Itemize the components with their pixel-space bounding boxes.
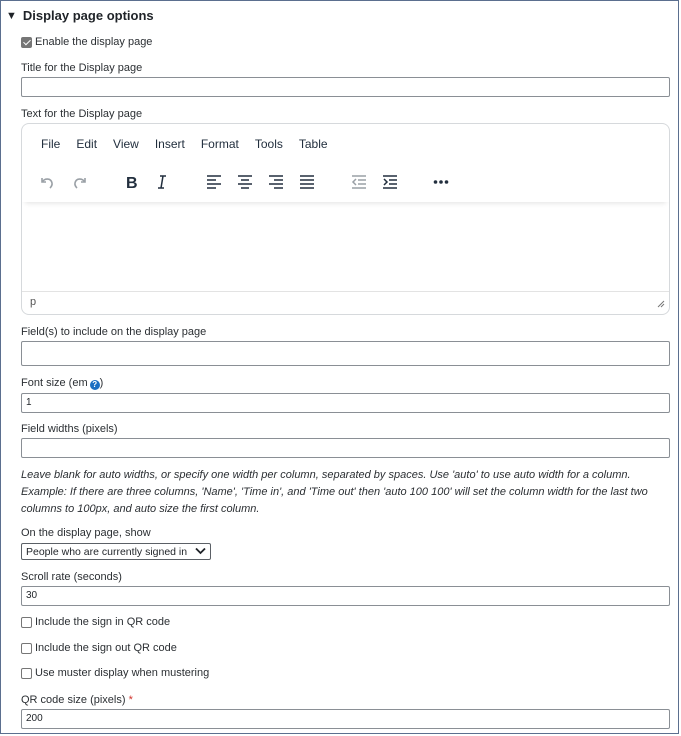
- help-icon[interactable]: ?: [90, 380, 100, 390]
- menu-tools[interactable]: Tools: [254, 137, 283, 151]
- show-select[interactable]: [21, 543, 211, 560]
- menu-format[interactable]: Format: [200, 137, 239, 151]
- triangle-down-icon: ▼: [6, 9, 17, 22]
- editor-statusbar: [22, 291, 669, 314]
- menu-edit[interactable]: Edit: [76, 137, 98, 151]
- scroll-rate-label: Scroll rate (seconds): [21, 571, 122, 583]
- font-size-label-text: Font size (em: [21, 377, 88, 389]
- svg-text:B: B: [126, 175, 138, 191]
- redo-icon[interactable]: [68, 170, 92, 194]
- enable-display-label: Enable the display page: [35, 36, 153, 48]
- title-label: Title for the Display page: [21, 62, 143, 74]
- required-marker: *: [128, 694, 133, 706]
- menu-view[interactable]: View: [113, 137, 139, 151]
- outdent-icon[interactable]: [347, 170, 371, 194]
- align-left-icon[interactable]: [202, 170, 226, 194]
- bold-icon[interactable]: [119, 170, 143, 194]
- section-toggle[interactable]: [6, 8, 154, 23]
- font-size-label-close: ): [99, 377, 104, 389]
- qr-size-label-text: QR code size (pixels): [21, 694, 126, 706]
- qr-size-label: [21, 694, 133, 706]
- title-input[interactable]: [21, 77, 670, 97]
- muster-label: Use muster display when mustering: [35, 667, 210, 679]
- menu-table[interactable]: Table: [298, 137, 328, 151]
- field-widths-label: Field widths (pixels): [21, 423, 118, 435]
- resize-handle-icon[interactable]: [656, 299, 665, 311]
- qr-sign-out-checkbox[interactable]: [21, 643, 32, 654]
- rich-text-editor: [21, 123, 670, 315]
- fields-include-label: Field(s) to include on the display page: [21, 326, 207, 338]
- menu-insert[interactable]: Insert: [154, 137, 185, 151]
- undo-icon[interactable]: [35, 170, 59, 194]
- qr-sign-in-checkbox[interactable]: [21, 617, 32, 628]
- font-size-input[interactable]: 1: [21, 393, 670, 413]
- more-options-icon[interactable]: [429, 170, 453, 194]
- justify-icon[interactable]: [295, 170, 319, 194]
- muster-checkbox[interactable]: [21, 668, 32, 679]
- qr-size-input[interactable]: 200: [21, 709, 670, 729]
- enable-display-row[interactable]: [21, 36, 152, 48]
- qr-sign-out-label: Include the sign out QR code: [35, 642, 177, 654]
- text-label: Text for the Display page: [21, 108, 143, 120]
- scroll-rate-input[interactable]: 30: [21, 586, 670, 606]
- element-path[interactable]: p: [30, 296, 37, 308]
- enable-display-checkbox[interactable]: [21, 37, 32, 48]
- show-selected-value: People who are currently signed in: [26, 545, 188, 558]
- chevron-down-icon: [195, 546, 206, 558]
- editor-menubar: [41, 137, 344, 151]
- qr-sign-out-row[interactable]: [21, 642, 177, 654]
- field-widths-input[interactable]: [21, 438, 670, 458]
- font-size-label: [21, 377, 103, 390]
- italic-icon[interactable]: [150, 170, 174, 194]
- qr-sign-in-label: Include the sign in QR code: [35, 616, 171, 628]
- editor-content-area[interactable]: [22, 204, 669, 292]
- menu-file[interactable]: File: [41, 137, 61, 151]
- qr-sign-in-row[interactable]: [21, 616, 170, 628]
- show-label: On the display page, show: [21, 527, 151, 539]
- field-widths-help-text: Leave blank for auto widths, or specify one width per column, separated by spaces. Use 'auto' to use auto width for a column. Example: If there are three columns, 'Name', 'Time in', and 'Time out' then 'auto 100 100' will set the column width for the last two columns to 100px, and auto size the first column.: [21, 469, 648, 515]
- align-right-icon[interactable]: [264, 170, 288, 194]
- section-title: Display page options: [22, 8, 154, 23]
- align-center-icon[interactable]: [233, 170, 257, 194]
- editor-toolbar: [22, 162, 669, 202]
- muster-row[interactable]: [21, 667, 209, 679]
- indent-icon[interactable]: [378, 170, 402, 194]
- fields-include-input[interactable]: [21, 341, 670, 366]
